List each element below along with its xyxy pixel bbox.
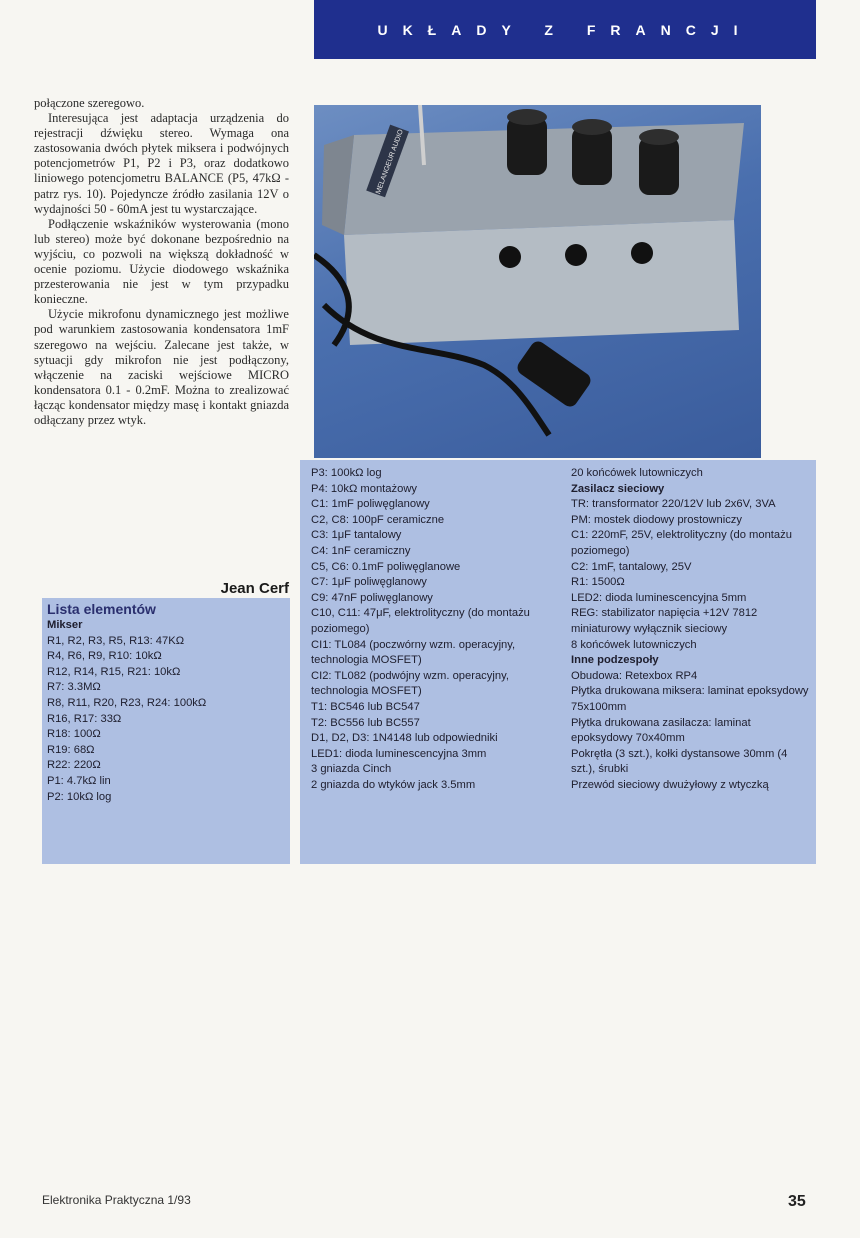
parts-list-item: D1, D2, D3: 1N4148 lub odpowiedniki [311, 732, 498, 745]
article-body [34, 96, 289, 428]
cinch-jack [565, 244, 587, 266]
cinch-jack [499, 246, 521, 268]
parts-list-item: R22: 220Ω [47, 759, 101, 772]
parts-list-item: Pokrętła (3 szt.), kołki dystansowe 30mm (4 szt.), śrubki [571, 747, 788, 776]
parts-list-column-right [571, 466, 811, 793]
parts-list-item: Przewód sieciowy dwużyłowy z wtyczką [571, 778, 769, 791]
parts-list-item: C2, C8: 100pF ceramiczne [311, 513, 445, 526]
parts-list-item: LED2: dioda luminescencyjna 5mm [571, 591, 747, 604]
parts-list-item: CI1: TL084 (poczwórny wzm. operacyjny, technologia MOSFET) [311, 638, 516, 667]
parts-list-item: TR: transformator 220/12V lub 2x6V, 3VA [571, 498, 776, 511]
parts-group-heading: Zasilacz sieciowy [571, 482, 665, 495]
power-cable [314, 255, 349, 345]
parts-list-item: C2: 1mF, tantalowy, 25V [571, 560, 692, 573]
parts-list-item: C3: 1μF tantalowy [311, 529, 402, 542]
cinch-jack [631, 242, 653, 264]
parts-list-item: P1: 4.7kΩ lin [47, 774, 111, 787]
parts-list-item: R18: 100Ω [47, 728, 101, 741]
parts-list-item: R1: 1500Ω [571, 576, 625, 589]
parts-list-item: C10, C11: 47μF, elektrolityczny (do montażu poziomego) [311, 607, 530, 635]
page-number: 35 [788, 1193, 806, 1210]
device-label: MELANGEUR AUDIO [375, 128, 405, 196]
knob [639, 129, 679, 195]
parts-list-item: Obudowa: Retexbox RP4 [571, 669, 698, 682]
paragraph: połączone szeregowo. [34, 96, 145, 110]
parts-group-heading: Inne podzespoły [571, 654, 659, 667]
parts-list-item: P3: 100kΩ log [311, 467, 382, 479]
parts-list-item: R1, R2, R3, R5, R13: 47KΩ [47, 634, 185, 647]
parts-list-item: R19: 68Ω [47, 743, 95, 756]
parts-list-item: P4: 10kΩ montażowy [311, 482, 417, 495]
parts-list-column-left [47, 600, 285, 805]
parts-list-item: C9: 47nF poliwęglanowy [311, 591, 433, 604]
parts-list-item: LED1: dioda luminescencyjna 3mm [311, 747, 487, 760]
parts-group-heading: Mikser [47, 619, 83, 631]
journal-footer: Elektronika Praktyczna 1/93 [42, 1193, 191, 1207]
paragraph: Interesująca jest adaptacja urządzenia do rejestracji dźwięku stereo. Wymaga ona zastosowania dwóch płytek miksera i podwójnych potencjometrów P1, P2 i P3, oraz dodatkowo liniowego potencjometru BALANCE (P5, 47kΩ - patrz rys. 10). Pojedyncze źródło zasilania 12V o wydajności 50 - 60mA jest tu wystarczające. [34, 111, 289, 216]
parts-list-item: 2 gniazda do wtyków jack 3.5mm [311, 778, 476, 791]
mixer-box-illustration [314, 105, 761, 458]
box-front [344, 220, 739, 345]
parts-list-item: T1: BC546 lub BC547 [311, 700, 420, 713]
knob [507, 109, 547, 175]
paragraph: Użycie mikrofonu dynamicznego jest możliwe pod warunkiem zastosowania kondensatora 1mF szeregowo na wejściu. Zalecane jest także, w sytuacji gdy mikrofon nie jest podłączony, włączenie na zaciski wejściowe MICRO kondensatora 0.1 - 0.2mF. Można to zrealizować łącząc kondensator między masę i kontakt gniazda odłączany przez wtyk. [34, 307, 289, 427]
author-name: Jean Cerf [220, 580, 289, 597]
parts-list-item: C4: 1nF ceramiczny [311, 544, 411, 557]
parts-list-item: Płytka drukowana zasilacza: laminat epoksydowy 70x40mm [571, 716, 751, 745]
parts-list-item: C1: 220mF, 25V, elektrolityczny (do montażu poziomego) [571, 529, 792, 557]
parts-list-item: CI2: TL082 (podwójny wzm. operacyjny, technologia MOSFET) [311, 669, 509, 698]
knob [572, 119, 612, 185]
parts-list-item: P2: 10kΩ log [47, 790, 112, 803]
parts-list-item: R7: 3.3MΩ [47, 681, 101, 694]
parts-list-item: C1: 1mF poliwęglanowy [311, 498, 430, 511]
parts-list-item: R16, R17: 33Ω [47, 712, 122, 725]
section-header-bar [314, 0, 816, 59]
parts-list-item: R8, R11, R20, R23, R24: 100kΩ [47, 696, 207, 709]
section-title: UKŁADY Z FRANCJI [377, 21, 753, 38]
parts-list-item: 3 gniazda Cinch [311, 763, 392, 776]
parts-list-item: 20 końcówek lutowniczych [571, 467, 703, 479]
parts-list-title: Lista elementów [47, 601, 156, 617]
paragraph: Podłączenie wskaźników wysterowania (mono lub stereo) może być dokonane bezpośrednio na wyjściu, co pozwoli na większą dokładność w ocenie poziomu. Użycie diodowego wskaźnika przesterowania nie jest w tym przypadku konieczne. [34, 216, 289, 307]
parts-list-item: C7: 1μF poliwęglanowy [311, 576, 427, 589]
parts-list-column-middle [311, 466, 561, 793]
parts-list-item: R4, R6, R9, R10: 10kΩ [47, 650, 162, 663]
parts-list-item: REG: stabilizator napięcia +12V 7812 miniaturowy wyłącznik sieciowy [571, 607, 758, 635]
parts-list-item: 8 końcówek lutowniczych [571, 638, 697, 651]
parts-list-item: PM: mostek diodowy prostowniczy [571, 513, 742, 526]
parts-list-item: Płytka drukowana miksera: laminat epoksydowy 75x100mm [571, 685, 809, 713]
parts-list-item: C5, C6: 0.1mF poliwęglanowe [311, 560, 461, 573]
device-photo [314, 105, 761, 458]
parts-list-item: T2: BC556 lub BC557 [311, 716, 420, 729]
parts-list-item: R12, R14, R15, R21: 10kΩ [47, 665, 181, 678]
